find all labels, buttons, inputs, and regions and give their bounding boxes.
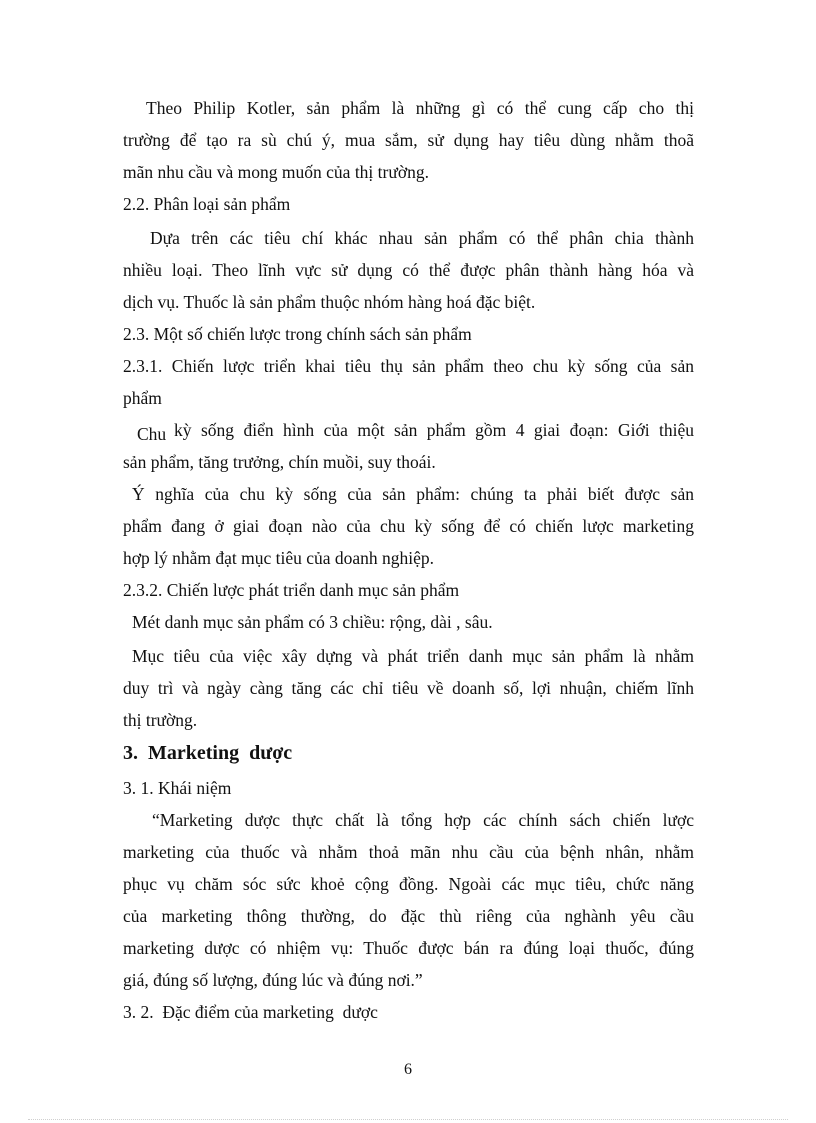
section-heading: 2.3.2. Chiến lược phát triển danh mục sản phẩm [123, 580, 460, 600]
chapter-heading: 3. Marketing dược [123, 742, 293, 764]
paragraph-line: dịch vụ. Thuốc là sản phẩm thuộc nhóm hàng hoá đặc biệt. [123, 292, 536, 312]
section-heading: 2.2. Phân loại sản phẩm [123, 194, 291, 214]
paragraph-line: marketing của thuốc và nhằm thoả mãn nhu cầu của bệnh nhân, nhằm [123, 842, 694, 862]
paragraph-line: duy trì và ngày càng tăng các chỉ tiêu về doanh số, lợi nhuận, chiếm lĩnh [123, 678, 694, 698]
paragraph-line: Ý nghĩa của chu kỳ sống của sản phẩm: chúng ta phải biết được sản [132, 484, 694, 504]
paragraph-line: Dựa trên các tiêu chí khác nhau sản phẩm có thể phân chia thành [150, 228, 694, 248]
paragraph-line: Theo Philip Kotler, sản phẩm là những gì có thể cung cấp cho thị [146, 98, 694, 118]
paragraph-line: “Marketing dược thực chất là tổng hợp các chính sách chiến lược [152, 810, 694, 830]
paragraph-line: mãn nhu cầu và mong muốn của thị trường. [123, 162, 429, 182]
paragraph-line: thị trường. [123, 710, 198, 730]
section-heading: 3. 2. Đặc điểm của marketing dược [123, 1002, 378, 1022]
paragraph-line: của marketing thông thường, do đặc thù riêng của nghành yêu cầu [123, 906, 694, 926]
paragraph-line: hợp lý nhằm đạt mục tiêu của doanh nghiệp. [123, 548, 435, 568]
section-heading: 2.3.1. Chiến lược triển khai tiêu thụ sản phẩm theo chu kỳ sống của sản [123, 356, 694, 376]
section-heading: 3. 1. Khái niệm [123, 778, 232, 798]
section-heading: 2.3. Một số chiến lược trong chính sách sản phẩm [123, 324, 472, 344]
paragraph-line: Mét danh mục sản phẩm có 3 chiều: rộng, dài , sâu. [132, 612, 493, 632]
paragraph-line: Chu [137, 424, 167, 444]
paragraph-line: sản phẩm, tăng trưởng, chín muồi, suy thoái. [123, 452, 436, 472]
paragraph-line: kỳ sống điển hình của một sản phẩm gồm 4 giai đoạn: Giới thiệu [174, 420, 694, 440]
paragraph-line: marketing dược có nhiệm vụ: Thuốc được bán ra đúng loại thuốc, đúng [123, 938, 694, 958]
paragraph-line: phục vụ chăm sóc sức khoẻ cộng đồng. Ngoài các mục tiêu, chức năng [123, 874, 694, 894]
paragraph-line: trường để tạo ra sù chú ý, mua sắm, sử dụng hay tiêu dùng nhằm thoã [123, 130, 694, 150]
section-heading: phẩm [123, 388, 162, 408]
paragraph-line: giá, đúng số lượng, đúng lúc và đúng nơi.” [123, 970, 423, 990]
paragraph-line: Mục tiêu của việc xây dựng và phát triển danh mục sản phẩm là nhằm [132, 646, 694, 666]
page-bottom-rule [28, 1119, 788, 1120]
page-number: 6 [404, 1061, 412, 1078]
paragraph-line: nhiều loại. Theo lĩnh vực sử dụng có thể được phân thành hàng hóa và [123, 260, 694, 280]
paragraph-line: phẩm đang ở giai đoạn nào của chu kỳ sống để có chiến lược marketing [123, 516, 694, 536]
